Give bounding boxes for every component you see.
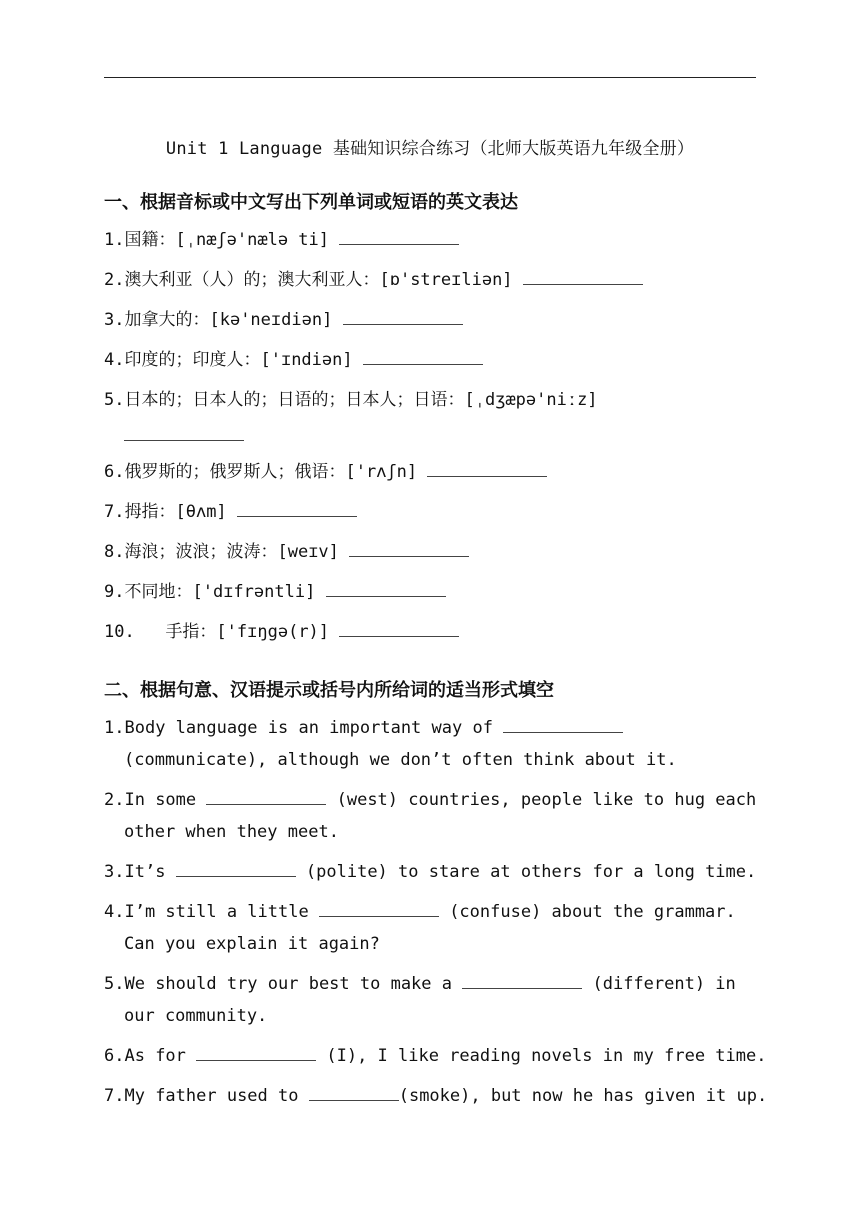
answer-blank[interactable]: [309, 1084, 399, 1101]
section-2-heading: 二、根据句意、汉语提示或括号内所给词的适当形式填空: [104, 680, 554, 701]
answer-blank[interactable]: [462, 972, 582, 989]
answer-blank[interactable]: [427, 460, 547, 477]
page-title: Unit 1 Language 基础知识综合练习（北师大版英语九年级全册）: [165, 139, 695, 159]
answer-blank[interactable]: [237, 500, 357, 517]
fill-item-2: 2.In some (west) countries, people like to hug each other when they meet.: [104, 790, 757, 842]
vocab-item-10: 10. 手指：['fɪŋgə(r)]: [104, 616, 760, 648]
vocab-item-3: 3.加拿大的：[kə'neɪdiən]: [104, 304, 760, 336]
top-rule: [104, 77, 756, 78]
answer-blank[interactable]: [523, 268, 643, 285]
answer-blank[interactable]: [176, 860, 296, 877]
answer-blank[interactable]: [206, 788, 326, 805]
fill-item-6: 6.As for (I), I like reading novels in my free time.: [104, 1046, 767, 1066]
vocab-item-6: 6.俄罗斯的；俄罗斯人；俄语：['rʌʃn]: [104, 456, 760, 488]
fill-item-3: 3.It’s (polite) to stare at others for a long time.: [104, 862, 757, 882]
answer-blank[interactable]: [363, 348, 483, 365]
vocab-item-2: 2.澳大利亚（人）的；澳大利亚人：[ɒ'streɪliən]: [104, 264, 760, 296]
answer-blank[interactable]: [319, 900, 439, 917]
vocab-item-9: 9.不同地：['dɪfrəntli]: [104, 576, 760, 608]
vocab-item-8: 8.海浪；波浪；波涛：[weɪv]: [104, 536, 760, 568]
vocab-item-5: 5.日本的；日本人的；日语的；日本人；日语：[ˌdʒæpə'niːz]: [104, 384, 760, 452]
answer-blank[interactable]: [124, 424, 244, 441]
vocab-item-7: 7.拇指：[θʌm]: [104, 496, 760, 528]
answer-blank[interactable]: [343, 308, 463, 325]
vocab-item-4: 4.印度的；印度人：['ɪndiən]: [104, 344, 760, 376]
answer-blank[interactable]: [326, 580, 446, 597]
answer-blank[interactable]: [349, 540, 469, 557]
vocab-item-1: 1.国籍：[ˌnæʃə'nælə ti]: [104, 224, 760, 256]
section-1-heading: 一、根据音标或中文写出下列单词或短语的英文表达: [104, 192, 518, 213]
fill-item-1: 1.Body language is an important way of (communicate), although we don’t often think about it.: [104, 718, 677, 770]
answer-blank[interactable]: [503, 716, 623, 733]
answer-blank[interactable]: [339, 228, 459, 245]
answer-blank[interactable]: [339, 620, 459, 637]
answer-blank[interactable]: [196, 1044, 316, 1061]
fill-item-4: 4.I’m still a little (confuse) about the grammar. Can you explain it again?: [104, 902, 736, 954]
fill-item-5: 5.We should try our best to make a (different) in our community.: [104, 974, 736, 1026]
fill-item-7: 7.My father used to (smoke), but now he has given it up.: [104, 1086, 768, 1106]
